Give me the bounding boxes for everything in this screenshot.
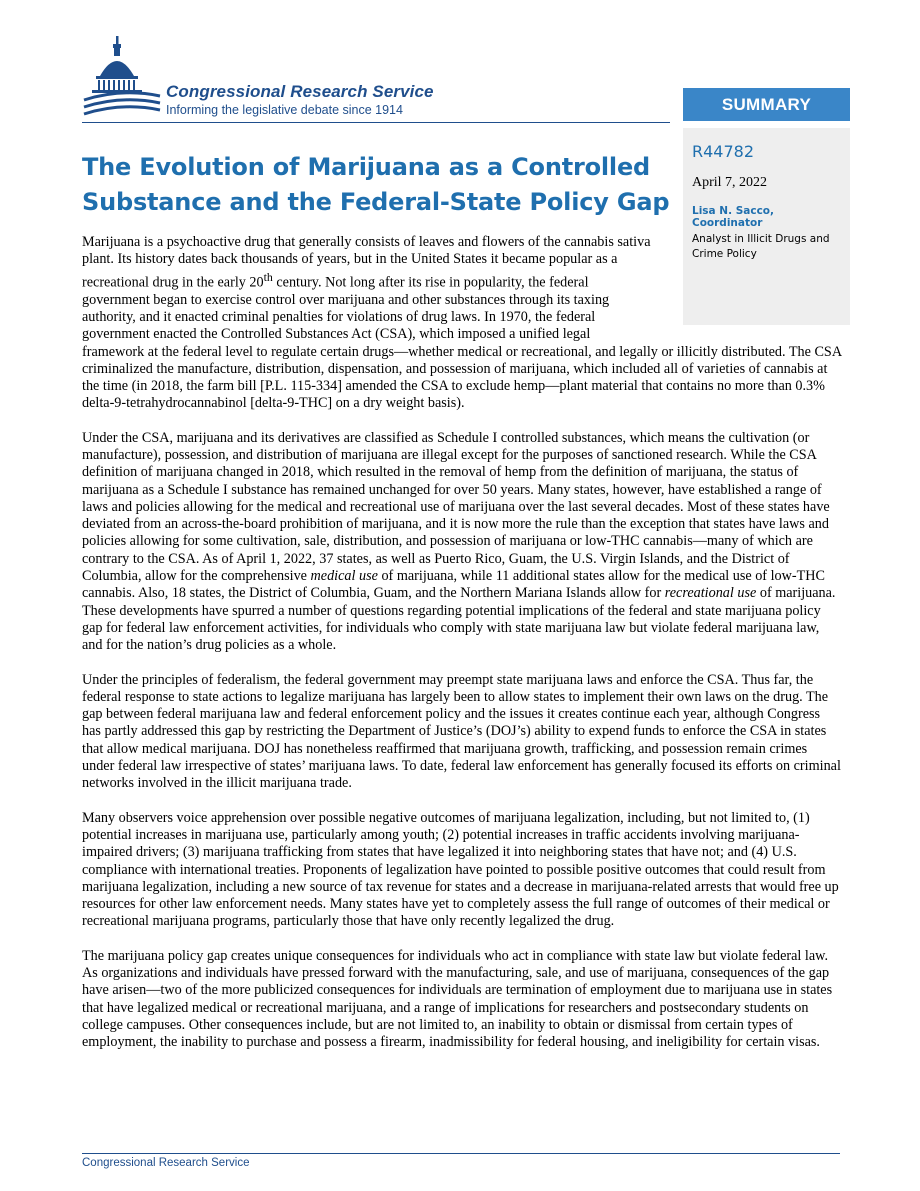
org-tagline: Informing the legislative debate since 1914 [166, 103, 403, 117]
author-role: Analyst in Illicit Drugs and Crime Policy [692, 233, 830, 260]
page-title: The Evolution of Marijuana as a Controlled Substance and the Federal-State Policy Gap [82, 153, 670, 216]
paragraph: Many observers voice apprehension over possible negative outcomes of marijuana legalization, including, but not limited to, (1) potential increases in marijuana use, particularly among youth; (2) potential increases in traffic accidents involving marijuana-impaired drivers; (3) marijuana trafficking from states that have legalized it into neighboring states that have not; and (4) U.S. compliance with international treaties. Proponents of legalization have pointed to possible positive outcomes that could result from marijuana legalization, including a new source of tax revenue for states and a decrease in marijuana-related arrests that would free up resources for other law enforcement needs. Many states have yet to completely assess the full range of outcomes of their medical or recreational marijuana programs, particularly those that have only recently legalized the drug. [82, 809, 839, 930]
crs-logo [82, 34, 482, 124]
paragraph-text: Marijuana is a psychoactive drug that generally consists of leaves and flowers of the cannabis sativa plant. Its history dates back thousands of years, but in the United States it became popular as a recreational drug in the early 20 [82, 234, 651, 291]
paragraph-text: century. Not long after its rise in popularity, the federal government began to exercise control over marijuana and other substances through its taxing authority, and it enacted criminal penalties for violations of drug laws. In 1970, the federal government enacted the Controlled Substances Act (CSA), which imposed a unified legal framework at the federal level to regulate certain drugs—whether medical or recreational, and legally or illicitly distributed. The CSA criminalized the manufacture, distribution, dispensation, and possession of marijuana, which included all of varieties of cannabis at the time (in 2018, the farm bill [P.L. 115-334] amended the CSA to exclude hemp—plant material that contains no more than 0.3% delta-9-tetrahydrocannabinol [delta-9-THC] on a dry weight basis). [82, 274, 842, 412]
capitol-dome-icon [82, 34, 166, 124]
paragraph: The marijuana policy gap creates unique consequences for individuals who act in compliance with state law but violate federal law. As organizations and individuals have pressed forward with the manufacturing, sale, and use of marijuana, consequences of the gap have arisen—two of the more publicized consequences for individuals are termination of employment due to marijuana use in states that have legalized medical or recreational marijuana, and a range of implications for researchers and postsecondary students on college campuses. Other consequences include, but are not limited to, an inability to obtain or dismissal from certain types of employment, the inability to purchase and possess a firearm, inadmissibility for federal housing, and ineligibility for certain visas. [82, 947, 833, 1051]
paragraph [82, 234, 842, 413]
org-name: Congressional Research Service [166, 82, 434, 101]
emphasis: recreational use [664, 585, 757, 602]
footer-divider [82, 1153, 840, 1154]
author-name: Lisa N. Sacco, Coordinator [692, 205, 775, 229]
summary-tab: SUMMARY [683, 88, 850, 121]
paragraph-text: of marijuana, while 11 additional states allow for the medical use of low-THC cannabis. Also, 18 states, the District of Columbia, Guam, and the Northern Mariana Islands allow for [82, 568, 825, 602]
report-date: April 7, 2022 [692, 175, 768, 190]
header-divider [82, 122, 670, 123]
paragraph-text: of marijuana. These developments have spurred a number of questions regarding potential implications of the federal and state marijuana policy gap for federal law enforcement activities, for individuals who comply with state marijuana law but violate federal marijuana law, and for the nation’s drug policies as a whole. [82, 585, 836, 654]
page-footer: Congressional Research Service [82, 1157, 250, 1169]
paragraph [82, 430, 842, 655]
paragraph-text: Under the CSA, marijuana and its derivatives are classified as Schedule I controlled substances, which means the cultivation (or manufacture), possession, and distribution of marijuana are illegal except for the purposes of sanctioned research. While the CSA definition of marijuana changed in 2018, which resulted in the removal of hemp from the definition of marijuana, the status of marijuana as a Schedule I substance has remained unchanged for over 50 years. Many states, however, have established a range of laws and policies allowing for the medical and recreational use of marijuana over the last several decades. Most of these states have deviated from an across-the-board prohibition of marijuana, and it is now more the rule than the exception that states have laws and policies allowing for some cultivation, sale, distribution, and possession of marijuana or low-THC cannabis—many of which are contrary to the CSA. As of April 1, 2022, 37 states, as well as Puerto Rico, Guam, the U.S. Virgin Islands, and the District of Columbia, allow for the comprehensive [82, 429, 830, 585]
report-number: R44782 [692, 142, 755, 161]
emphasis: medical use [310, 568, 378, 585]
superscript: th [263, 269, 273, 284]
summary-body [82, 234, 842, 1069]
paragraph: Under the principles of federalism, the federal government may preempt state marijuana laws and enforce the CSA. Thus far, the federal response to state actions to legalize marijuana has largely been to allow states to implement their own laws on the drug. The gap between federal marijuana law and federal enforcement policy and the issues it creates continue each year, although Congress has partly addressed this gap by restricting the Department of Justice’s (DOJ’s) ability to expend funds to enforce the CSA in states that allow medical marijuana. DOJ has nonetheless reaffirmed that marijuana growth, trafficking, and possession remain crimes under federal law irrespective of states’ marijuana laws. To date, federal law enforcement has generally focused its efforts on criminal networks involved in the illicit marijuana trade. [82, 671, 841, 792]
